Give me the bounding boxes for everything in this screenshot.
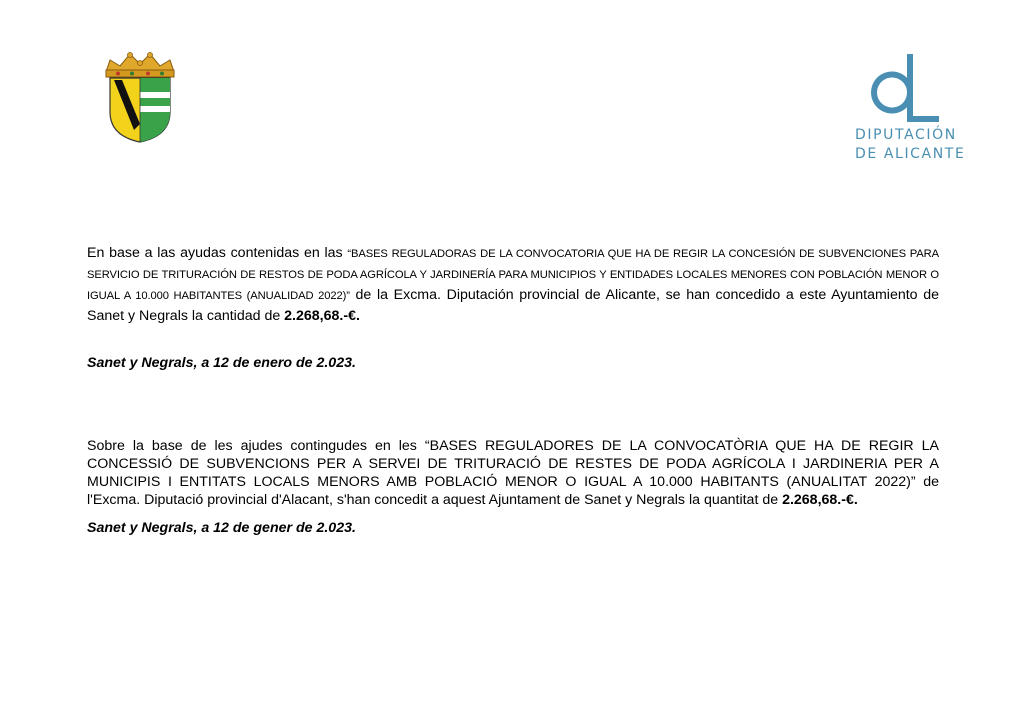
spanish-paragraph (87, 243, 939, 326)
al-logo-icon (870, 48, 950, 126)
logo-line-1: DIPUTACIÓN (855, 127, 957, 143)
spanish-amount: 2.268,68.-€. (284, 308, 360, 324)
spanish-signature: Sanet y Negrals, a 12 de enero de 2.023. (87, 355, 356, 371)
diputacion-alicante-logo (850, 48, 970, 164)
valencian-amount: 2.268,68.-€. (782, 492, 858, 508)
spanish-intro: En base a las ayudas contenidas en las (87, 245, 348, 261)
logo-line-2: DE ALICANTE (855, 146, 966, 162)
spanish-middle: de la Excma. Diputación provincial de Alicante, se han concedido a este Ayuntamiento de Sanet y Negrals la cantidad de (87, 287, 939, 324)
valencian-paragraph (87, 437, 939, 509)
spanish-bases-title: “BASES REGULADORAS DE LA CONVOCATORIA QUE HA DE REGIR LA CONCESIÓN DE SUBVENCIONES PARA SERVICIO DE TRITURACIÓN DE RESTOS DE PODA AGRÍCOLA Y JARDINERÍA PARA MUNICIPIOS Y ENTIDADES LOCALES MENORES CON POBLACIÓN MENOR O IGUAL A 10.000 HABITANTES (ANUALIDAD 2022)” (87, 248, 940, 302)
coat-of-arms-emblem (100, 50, 180, 146)
crown-icon (106, 53, 174, 78)
valencian-text: Sobre la base de les ajudes contingudes en les “BASES REGULADORES DE LA CONVOCATÒRIA QUE HA DE REGIR LA CONCESSIÓ DE SUBVENCIONS PER A SERVEI DE TRITURACIÓ DE RESTES DE PODA AGRÍCOLA I JARDINERIA PER A MUNICIPIS I ENTITATS LOCALS MENORS AMB POBLACIÓ MENOR O IGUAL A 10.000 HABITANTS (ANUALITAT 2022)” de l'Excma. Diputació provincial d'Alacant, s'han concedit a aquest Ajuntament de Sanet y Negrals la quantitat de (87, 438, 939, 508)
valencian-signature: Sanet y Negrals, a 12 de gener de 2.023. (87, 520, 356, 536)
